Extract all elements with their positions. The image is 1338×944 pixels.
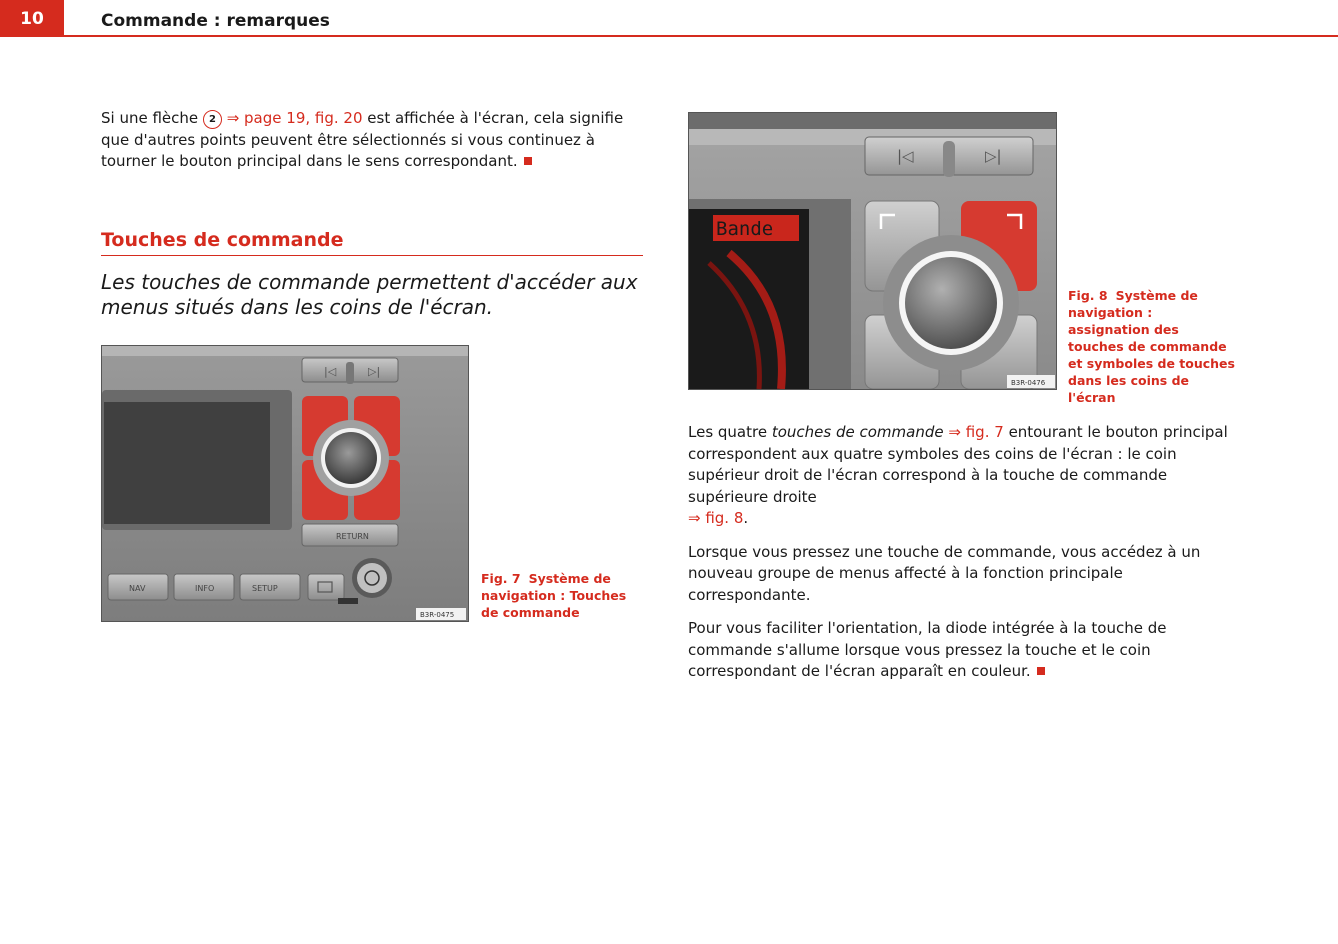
- return-button-label: RETURN: [336, 532, 369, 541]
- intro-before: Si une flèche: [101, 109, 199, 127]
- p1-start: Les quatre: [688, 423, 768, 441]
- intro-paragraph: [101, 108, 646, 173]
- end-marker-icon: [524, 157, 532, 165]
- end-marker-icon: [1037, 667, 1045, 675]
- figure-7-label: Fig. 7: [481, 571, 521, 586]
- p3-text: Pour vous faciliter l'orientation, la diode intégrée à la touche de commande s'allume lorsque vous pressez la touche et le coin correspondant de l'écran apparaît en couleur.: [688, 619, 1167, 680]
- figure-7-radio-controls: [101, 345, 469, 622]
- figure-8-caption: [1068, 287, 1238, 406]
- svg-text:|◁: |◁: [324, 365, 337, 378]
- arrow-number-badge: 2: [203, 110, 222, 129]
- fig8-reference-link[interactable]: ⇒ fig. 8: [688, 509, 744, 527]
- right-column-text: [688, 422, 1248, 695]
- figure-7-code: B3R-0475: [420, 611, 455, 619]
- paragraph-3: [688, 618, 1248, 683]
- info-button-label: INFO: [195, 584, 215, 593]
- display-band-text: Bande: [716, 218, 774, 240]
- p1-middle: entourant le bouton principal correspondent aux quatre symboles des coins de l'écran : le coin supérieur droit de l'écran correspond à la touche de commande supérieure droite: [688, 423, 1228, 506]
- setup-button-label: SETUP: [252, 584, 278, 593]
- figure-8-code: B3R-0476: [1011, 379, 1046, 387]
- page-title: Commande : remarques: [101, 11, 330, 31]
- page-reference-link[interactable]: ⇒ page 19, fig. 20: [226, 109, 363, 127]
- svg-text:▷|: ▷|: [985, 147, 1002, 165]
- figure-7-caption: [481, 570, 641, 621]
- svg-text:▷|: ▷|: [368, 365, 381, 378]
- figure-8-caption-text: Système de navigation : assignation des touches de commande et symboles de touches dans les coins de l'écran: [1068, 288, 1235, 405]
- figure-8-label: Fig. 8: [1068, 288, 1108, 303]
- svg-text:|◁: |◁: [897, 147, 914, 165]
- paragraph-1: [688, 422, 1248, 530]
- fig7-reference-link[interactable]: ⇒ fig. 7: [948, 423, 1004, 441]
- section-title: Touches de commande: [101, 229, 643, 256]
- p1-end: .: [743, 509, 749, 527]
- paragraph-2: Lorsque vous pressez une touche de commande, vous accédez à un nouveau groupe de menus affecté à la fonction principale correspondante.: [688, 542, 1201, 604]
- figure-7-caption-text: Système de navigation : Touches de commande: [481, 571, 627, 620]
- header-rule: [0, 35, 1338, 37]
- page-number: 10: [0, 0, 64, 37]
- section-lead: Les touches de commande permettent d'accéder aux menus situés dans les coins de l'écran.: [101, 270, 638, 319]
- intro-after: est affichée à l'écran, cela signifie que d'autres points peuvent être sélectionnés si vous continuez à tourner le bouton principal dans le sens correspondant.: [101, 109, 624, 170]
- figure-8-command-keys: [688, 112, 1057, 390]
- nav-button-label: NAV: [129, 584, 146, 593]
- p1-emphasis: touches de commande: [771, 423, 944, 441]
